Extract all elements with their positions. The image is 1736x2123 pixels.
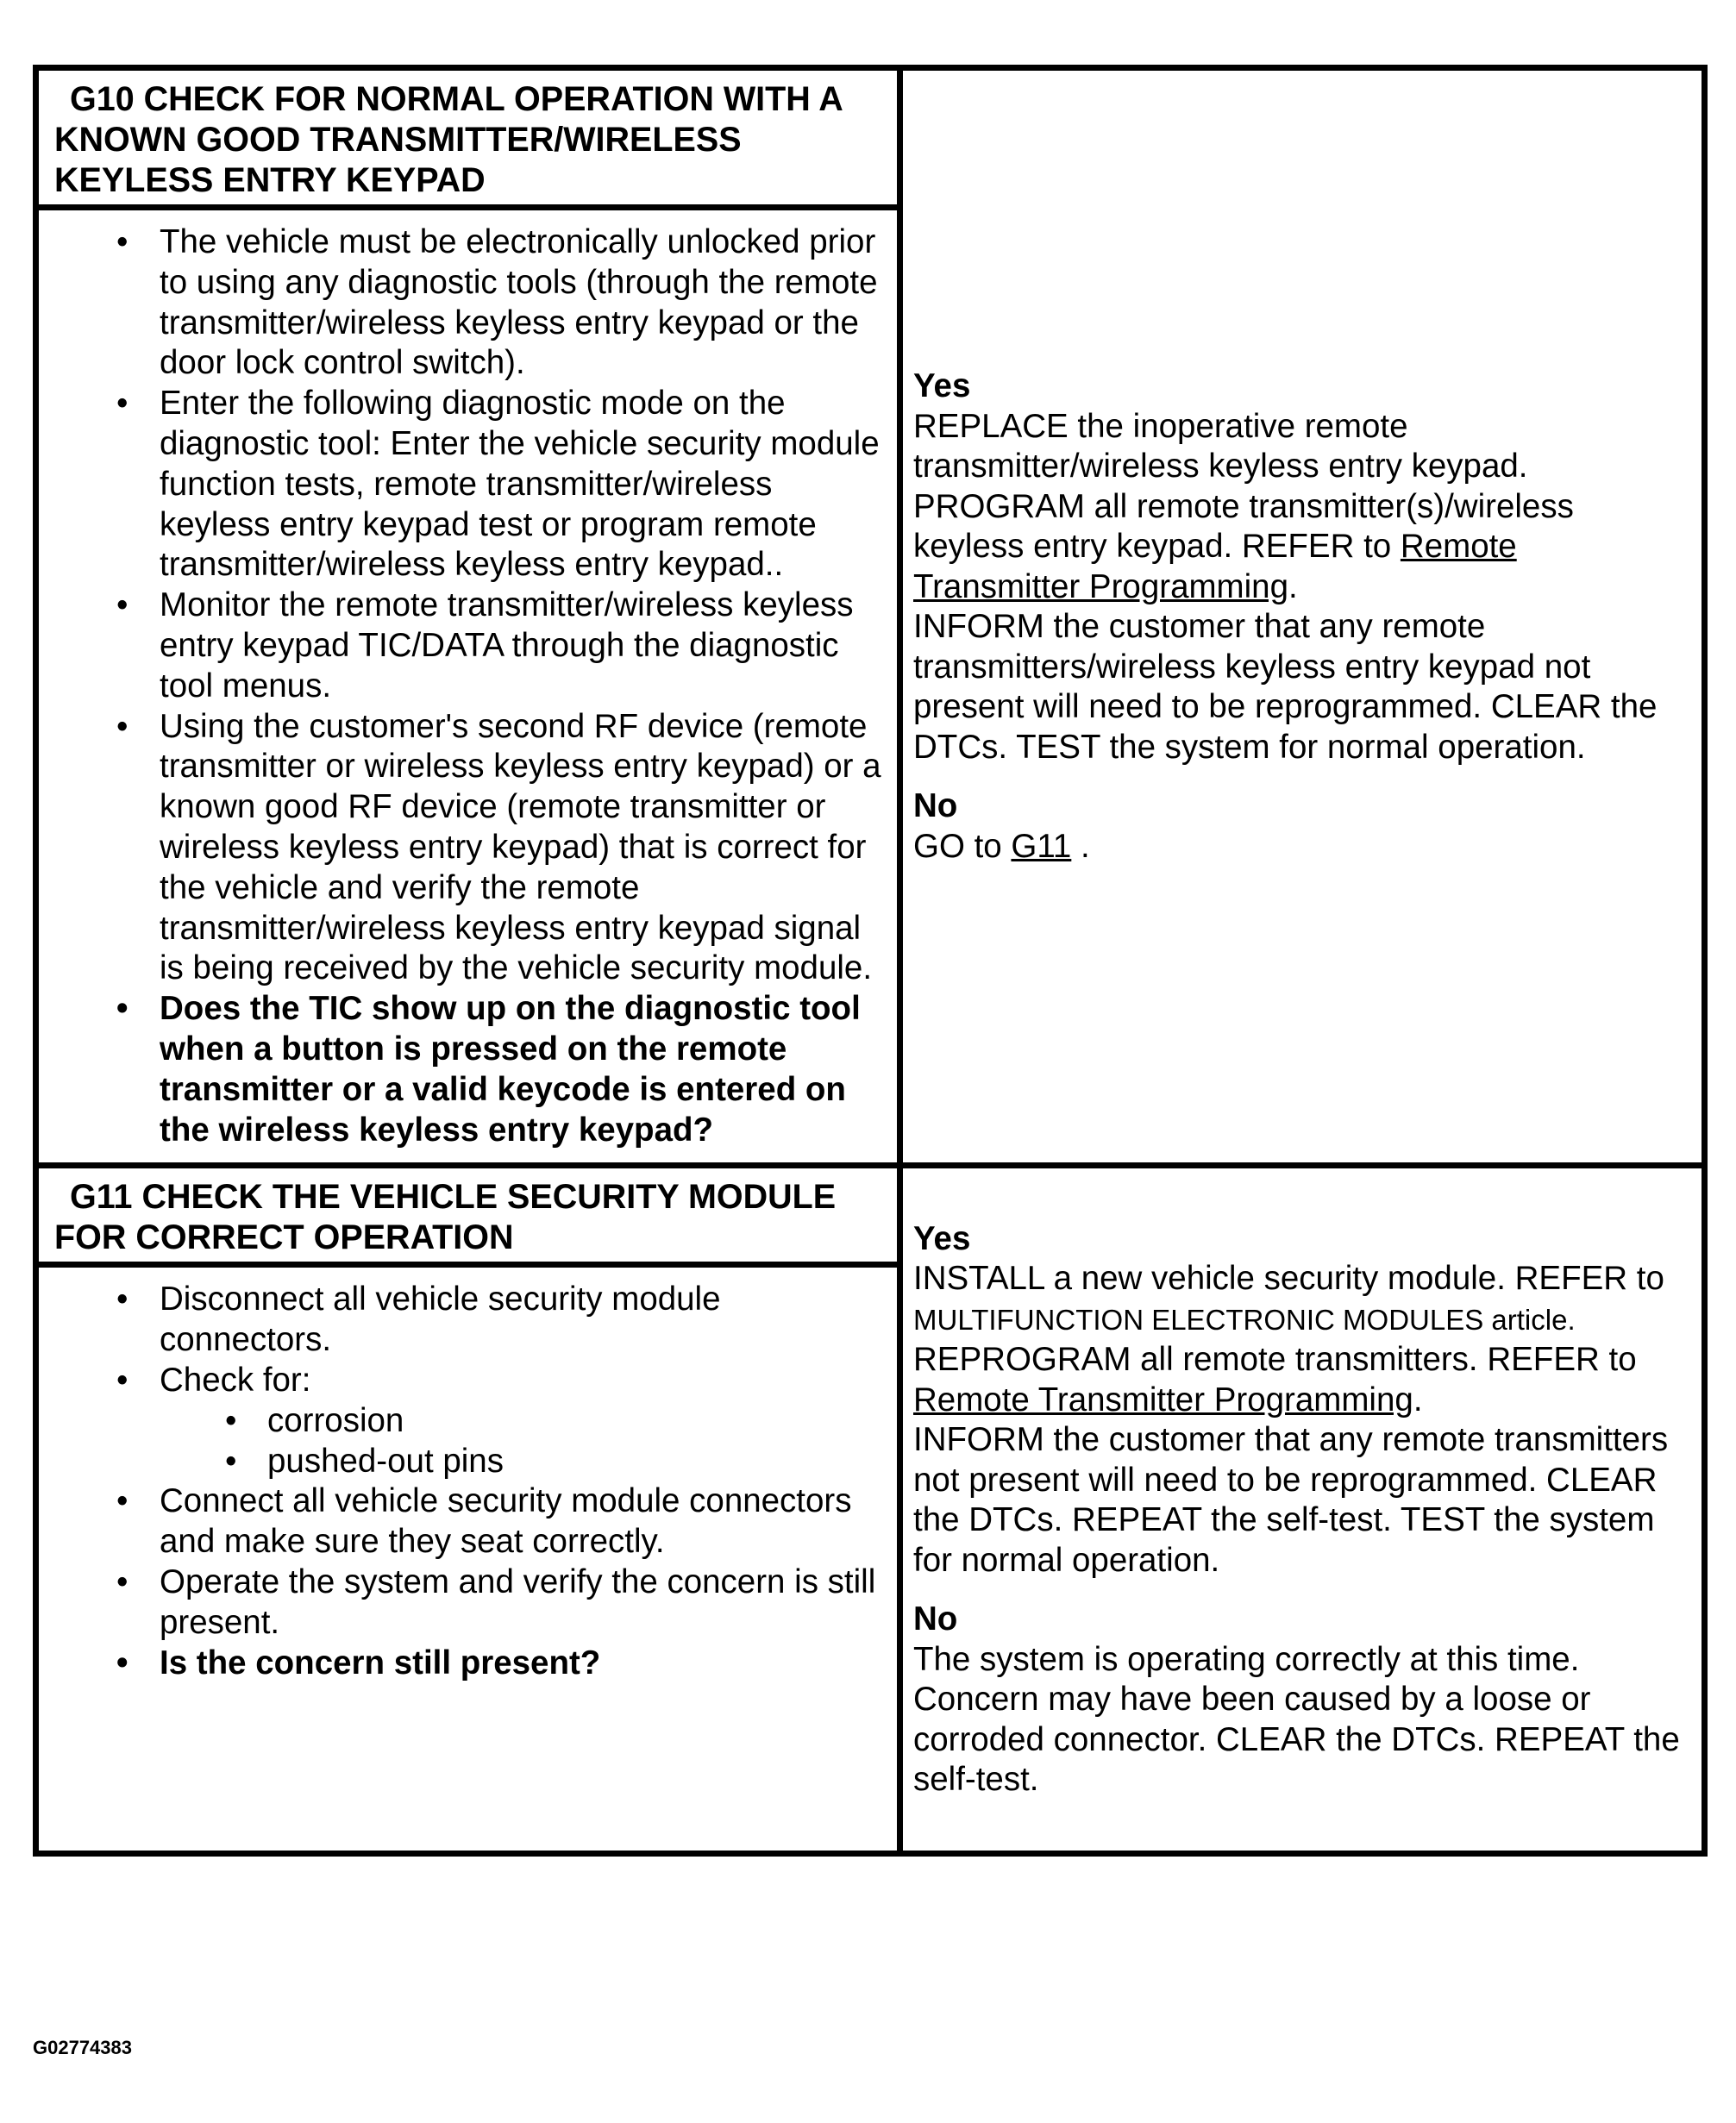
list-item: • Using the customer's second RF device (remote transmitter or wireless keyless entry keypad) or a known good RF device (remote transmitter or wireless keyless entry keypad) that is correct for the vehicle and verify the remote transmitter/wireless keyless entry keypad signal is being received by the vehicle security module. — [39, 707, 888, 990]
check-for-sublist — [160, 1401, 888, 1482]
no-response: GO to G11 . — [913, 827, 1090, 865]
list-item: • Disconnect all vehicle security module connectors. — [39, 1280, 888, 1361]
list-item: • Operate the system and verify the concern is still present. — [39, 1563, 888, 1644]
step-responses-g11 — [903, 1168, 1702, 1851]
step-responses-g10 — [903, 71, 1702, 1162]
list-item: • Connect all vehicle security module connectors and make sure they seat correctly. — [39, 1481, 888, 1563]
step-instructions-g10 — [39, 71, 903, 1162]
diagnostic-table — [33, 65, 1708, 1857]
list-item: • Enter the following diagnostic mode on the diagnostic tool: Enter the vehicle security module function tests, remote transmitter/wireless keyless entry keypad test or program remote transmitter/wireless keyless entry keypad.. — [39, 384, 888, 586]
no-label: No — [913, 787, 958, 825]
list-item: • The vehicle must be electronically unlocked prior to using any diagnostic tools (through the remote transmitter/wireless keyless entry keypad or the door lock control switch). — [39, 222, 888, 384]
step-question-g11: • Is the concern still present? — [39, 1644, 888, 1684]
yes-response-inform: INFORM the customer that any remote transmitters not present will need to be reprogrammed. CLEAR the DTCs. REPEAT the self-test. TEST the system for normal operation. — [913, 1421, 1669, 1579]
remote-transmitter-programming-link[interactable]: Remote Transmitter Programming — [913, 528, 1517, 605]
step-title-g11: G11 CHECK THE VEHICLE SECURITY MODULE FOR CORRECT OPERATION — [39, 1168, 897, 1268]
yes-label: Yes — [913, 367, 971, 405]
remote-transmitter-programming-link[interactable]: Remote Transmitter Programming — [913, 1381, 1413, 1418]
step-row-g10 — [39, 71, 1702, 1162]
yes-response-inform: INFORM the customer that any remote transmitters/wireless keyless entry keypad not present will need to be reprogrammed. CLEAR the DTCs. TEST the system for normal operation. — [913, 608, 1658, 766]
step-title-g10: G10 CHECK FOR NORMAL OPERATION WITH A KNOWN GOOD TRANSMITTER/WIRELESS KEYLESS ENTRY KEYPAD — [39, 71, 897, 210]
no-response: The system is operating correctly at this time. Concern may have been caused by a loose or corroded connector. CLEAR the DTCs. REPEAT the self-test. — [913, 1640, 1680, 1799]
step-row-g11 — [39, 1162, 1702, 1851]
yes-response: REPLACE the inoperative remote transmitter/wireless keyless entry keypad. PROGRAM all remote transmitter(s)/wireless keyless entry keypad. REFER to Remote Transmitter Programming. — [913, 407, 1574, 605]
step-instructions-g11 — [39, 1168, 903, 1851]
list-item: • pushed-out pins — [160, 1442, 888, 1482]
step-bullets-g10 — [39, 210, 897, 1162]
no-label: No — [913, 1600, 958, 1638]
step-bullets-g11 — [39, 1268, 897, 1695]
list-item: • Monitor the remote transmitter/wireless keyless entry keypad TIC/DATA through the diagnostic tool menus. — [39, 586, 888, 706]
multifunction-modules-reference: MULTIFUNCTION ELECTRONIC MODULES article. — [913, 1303, 1576, 1336]
g11-link[interactable]: G11 — [1011, 827, 1072, 865]
yes-response: INSTALL a new vehicle security module. REFER to MULTIFUNCTION ELECTRONIC MODULES article. REPROGRAM all remote transmitters. REFER to Remote Transmitter Programming. — [913, 1260, 1664, 1418]
step-question-g10: • Does the TIC show up on the diagnostic tool when a button is pressed on the remote transmitter or a valid keycode is entered on the wireless keyless entry keypad? — [39, 989, 888, 1150]
list-item: • corrosion — [160, 1401, 888, 1442]
yes-label: Yes — [913, 1219, 971, 1257]
list-item: • Check for: • corrosion • pushed-out pins — [39, 1361, 888, 1481]
figure-id: G02774383 — [33, 2037, 132, 2058]
